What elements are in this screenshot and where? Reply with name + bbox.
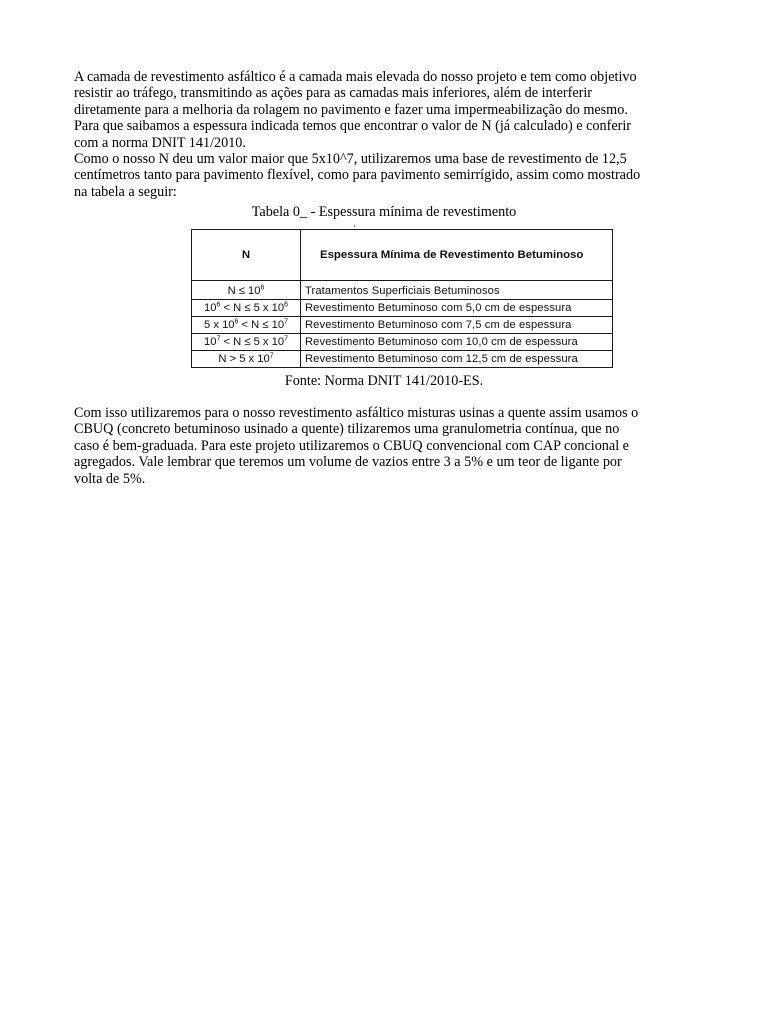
cell-n-range: 5 x $10^6 < N \le 10^7$ <box>192 317 301 334</box>
column-header-n: N <box>192 230 301 281</box>
intro-paragraph-n-value: Como o nosso N deu um valor maior que 5x10^7, utilizaremos uma base de revestimento de 12,5 centímetros tanto para pavimento flexível, como para pavimento semirrígido, assim como mostrado na tabela a seguir: <box>74 151 641 200</box>
closing-paragraph: Com isso utilizaremos para o nosso revestimento asfáltico misturas usinas a quente assim usamos o CBUQ (concreto betuminoso usinado a quente) tilizaremos uma granulometria contínua, que no caso é bem-graduada. Para este projeto utilizaremos o CBUQ convencional com CAP concional e agregados. Vale lembrar que teremos um volume de vazios entre 3 a 5% e um teor de ligante por volta de 5%. <box>74 405 639 487</box>
cell-n-range: $N \le 10^6$ <box>192 281 301 300</box>
table-source: Fonte: Norma DNIT 141/2010-ES. <box>284 373 484 389</box>
scan-artifact <box>354 225 355 227</box>
table-body <box>192 281 613 368</box>
table-row <box>192 317 613 334</box>
thickness-table-figure <box>191 229 613 366</box>
table-row <box>192 351 613 368</box>
cell-n-range: N > 5 x $10^7$ <box>192 351 301 368</box>
cell-n-range: $10^7 < N \le 5$ x $10^7$ <box>192 334 301 351</box>
cell-thickness: Revestimento Betuminoso com 10,0 cm de espessura <box>301 334 613 351</box>
cell-thickness: Revestimento Betuminoso com 7,5 cm de espessura <box>301 317 613 334</box>
cell-thickness: Revestimento Betuminoso com 12,5 cm de espessura <box>301 351 613 368</box>
closing-section <box>74 405 698 487</box>
intro-section <box>74 69 698 200</box>
cell-n-range: $10^6 < N \le 5$ x $10^6$ <box>192 300 301 317</box>
table-row <box>192 300 613 317</box>
thickness-table <box>191 229 613 368</box>
table-row <box>192 281 613 300</box>
table-header-row <box>192 230 613 281</box>
cell-thickness: Revestimento Betuminoso com 5,0 cm de espessura <box>301 300 613 317</box>
table-row <box>192 334 613 351</box>
intro-paragraph: A camada de revestimento asfáltico é a camada mais elevada do nosso projeto e tem como objetivo resistir ao tráfego, transmitindo as ações para as camadas mais inferiores, além de interferir diretamente para a melhoria da rolagem no pavimento e fazer uma impermeabilização do mesmo. Para que saibamos a espessura indicada temos que encontrar o valor de N (já calculado) e conferir com a norma DNIT 141/2010. <box>74 69 637 151</box>
table-caption: Tabela 0_ - Espessura mínima de revestimento <box>251 204 517 220</box>
cell-thickness: Tratamentos Superficiais Betuminosos <box>301 281 613 300</box>
column-header-thickness: Espessura Mínima de Revestimento Betuminoso <box>301 230 613 281</box>
